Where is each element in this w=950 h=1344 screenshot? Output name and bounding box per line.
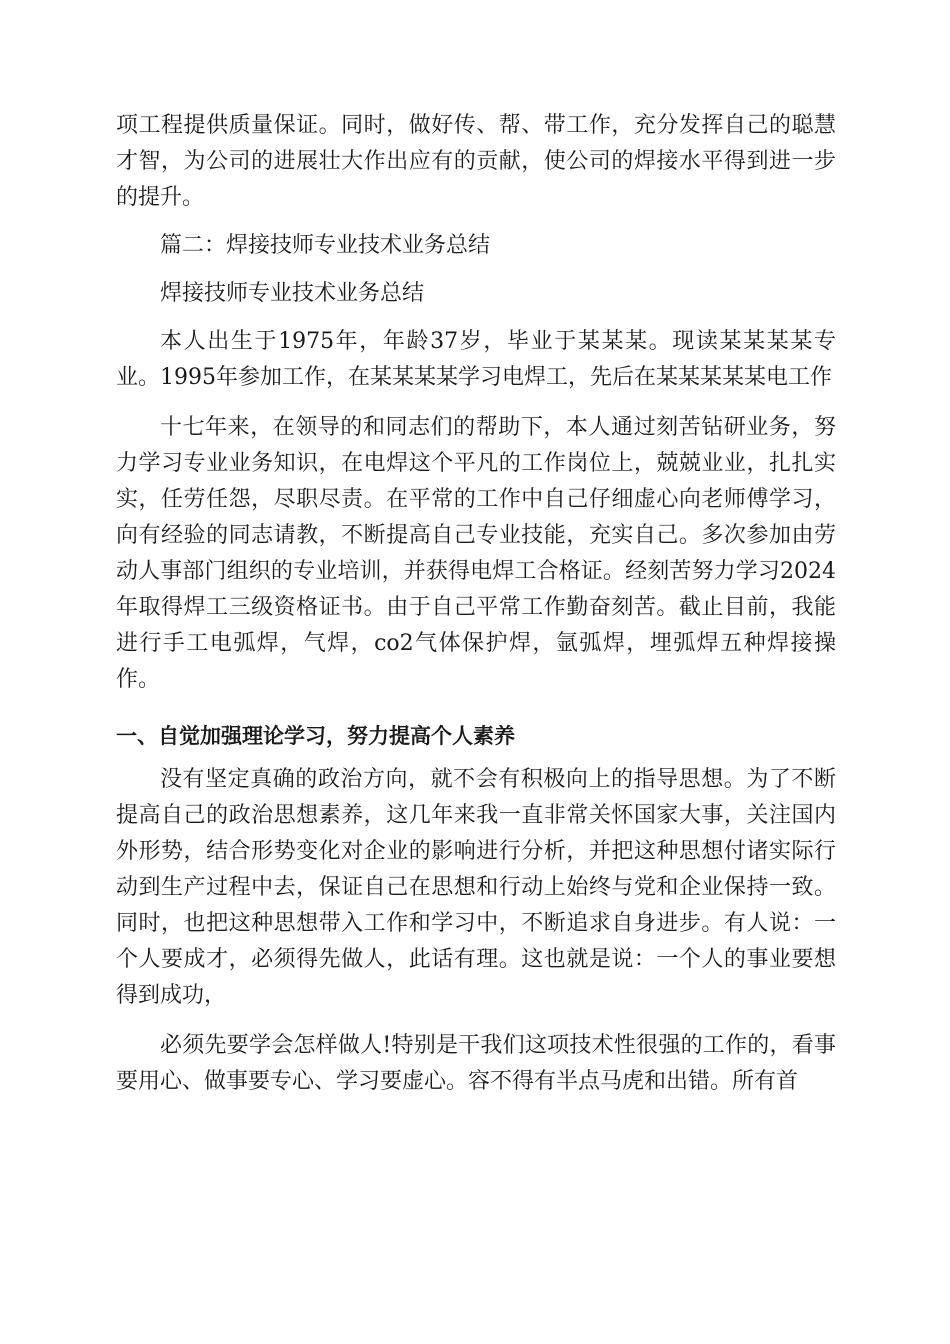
heading-theory-study: 一、自觉加强理论学习，努力提高个人素养	[116, 724, 515, 748]
paragraph-continuation: 项工程提供质量保证。同时，做好传、帮、带工作，充分发挥自己的聪慧才智，为公司的进展壮大作出应有的贡献，使公司的焊接水平得到进一步的提升。	[116, 113, 836, 210]
document-title: 焊接技师专业技术业务总结	[160, 281, 425, 306]
paragraph-conduct: 必须先要学会怎样做人!特别是干我们这项技术性很强的工作的，看事要用心、做事要专心、学习要虚心。容不得有半点马虎和出错。所有首	[116, 1033, 836, 1094]
section-title: 篇二：焊接技师专业技术业务总结	[160, 233, 491, 258]
paragraph-personal-info: 本人出生于1975年，年龄37岁，毕业于某某某。现读某某某某专业。1995年参加工作，在某某某某学习电焊工，先后在某某某某某电工作	[116, 329, 836, 390]
document-body	[116, 108, 836, 1100]
paragraph-experience: 十七年来，在领导的和同志们的帮助下，本人通过刻苦钻研业务，努力学习专业业务知识，在电焊这个平凡的工作岗位上，兢兢业业，扎扎实实，任劳任怨，尽职尽责。在平常的工作中自己仔细虚心向老师傅学习，向有经验的同志请教，不断提高自己专业技能，充实自己。多次参加由劳动人事部门组织的专业培训，并获得电焊工合格证。经刻苦努力学习2024年取得焊工三级资格证书。由于自己平常工作勤奋刻苦。截止目前，我能进行手工电弧焊，气焊，co2气体保护焊，氩弧焊，埋弧焊五种焊接操作。	[116, 415, 836, 692]
paragraph-political: 没有坚定真确的政治方向，就不会有积极向上的指导思想。为了不断提高自己的政治思想素养，这几年来我一直非常关怀国家大事，关注国内外形势，结合形势变化对企业的影响进行分析，并把这种思想付诸实际行动到生产过程中去，保证自己在思想和行动上始终与党和企业保持一致。同时，也把这种思想带入工作和学习中，不断追求自身进步。有人说：一个人要成才，必须得先做人，此话有理。这也就是说：一个人的事业要想得到成功，	[116, 767, 836, 1008]
